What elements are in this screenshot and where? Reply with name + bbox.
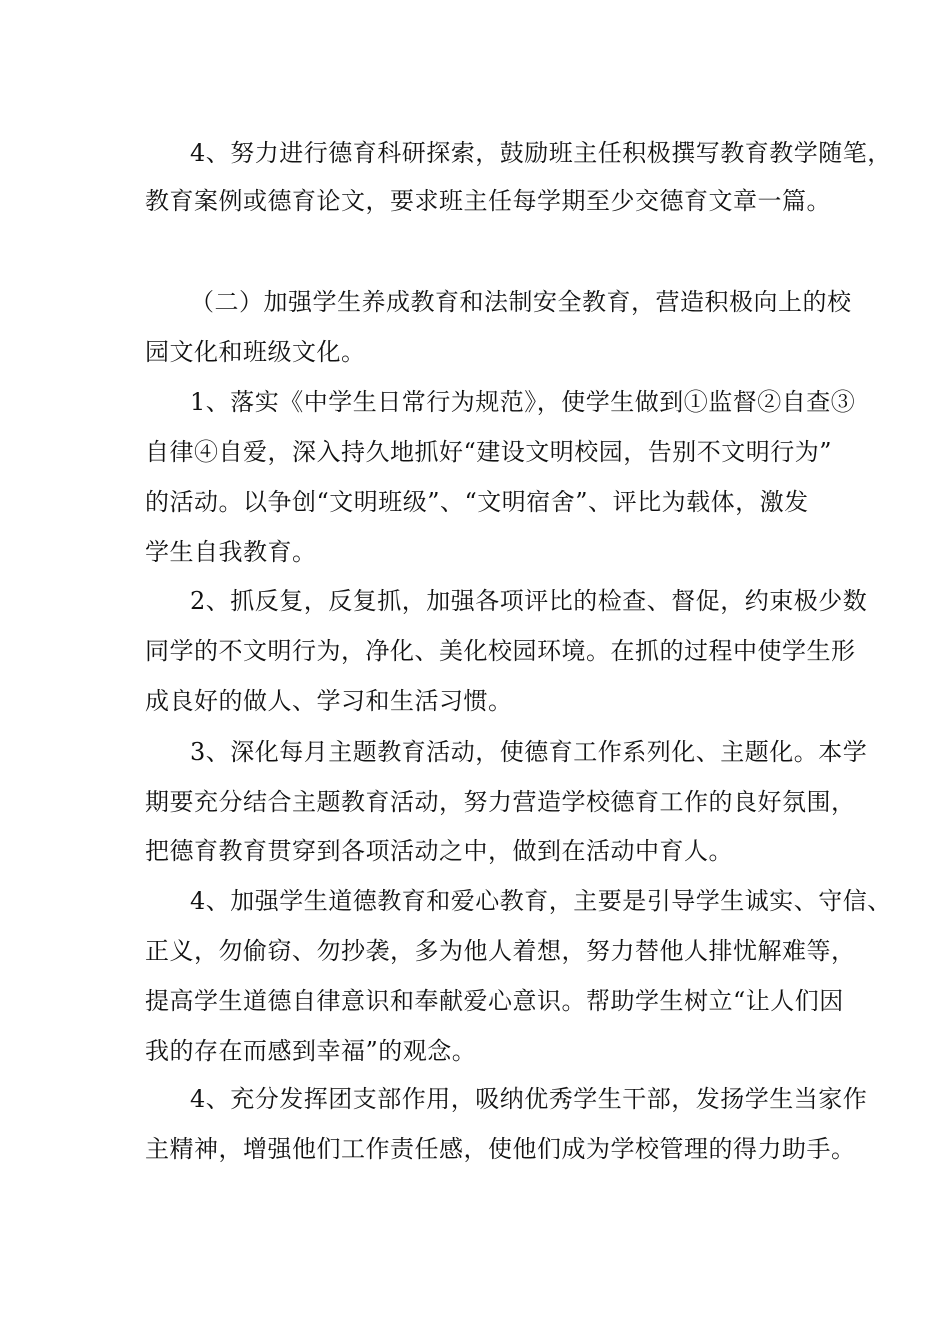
text-line: 主精神，增强他们工作责任感，使他们成为学校管理的得力助手。: [145, 1135, 856, 1163]
text-line: 正义，勿偷窃、勿抄袭，多为他人着想，努力替他人排忧解难等，: [145, 937, 856, 965]
section-heading-line: （二）加强学生养成教育和法制安全教育，营造积极向上的校: [190, 288, 852, 316]
text-line: 4、加强学生道德教育和爱心教育，主要是引导学生诚实、守信、: [190, 887, 892, 915]
text-line: 自律④自爱，深入持久地抓好“建设文明校园，告别不文明行为”: [145, 438, 833, 466]
text-line: 把德育教育贯穿到各项活动之中，做到在活动中育人。: [145, 837, 733, 865]
text-line: 2、抓反复，反复抓，加强各项评比的检查、督促，约束极少数: [190, 587, 868, 615]
text-line: 我的存在而感到幸福”的观念。: [145, 1037, 477, 1065]
text-line: 成良好的做人、学习和生活习惯。: [145, 687, 513, 715]
text-line: 4、充分发挥团支部作用，吸纳优秀学生干部，发扬学生当家作: [190, 1085, 868, 1113]
text-line: 的活动。以争创“文明班级”、“文明宿舍”、评比为载体，激发: [145, 488, 809, 516]
text-line: 3、深化每月主题教育活动，使德育工作系列化、主题化。本学: [190, 738, 868, 766]
text-line: 教育案例或德育论文，要求班主任每学期至少交德育文章一篇。: [145, 187, 831, 215]
text-line: 1、落实《中学生日常行为规范》，使学生做到①监督②自查③: [190, 388, 856, 416]
text-line: 学生自我教育。: [145, 538, 317, 566]
text-line: 同学的不文明行为，净化、美化校园环境。在抓的过程中使学生形: [145, 637, 856, 665]
text-line: 4、努力进行德育科研探索，鼓励班主任积极撰写教育教学随笔，: [190, 139, 892, 167]
section-heading-line: 园文化和班级文化。: [145, 338, 366, 366]
text-line: 提高学生道德自律意识和奉献爱心意识。帮助学生树立“让人们因: [145, 987, 844, 1015]
text-line: 期要充分结合主题教育活动，努力营造学校德育工作的良好氛围，: [145, 788, 856, 816]
